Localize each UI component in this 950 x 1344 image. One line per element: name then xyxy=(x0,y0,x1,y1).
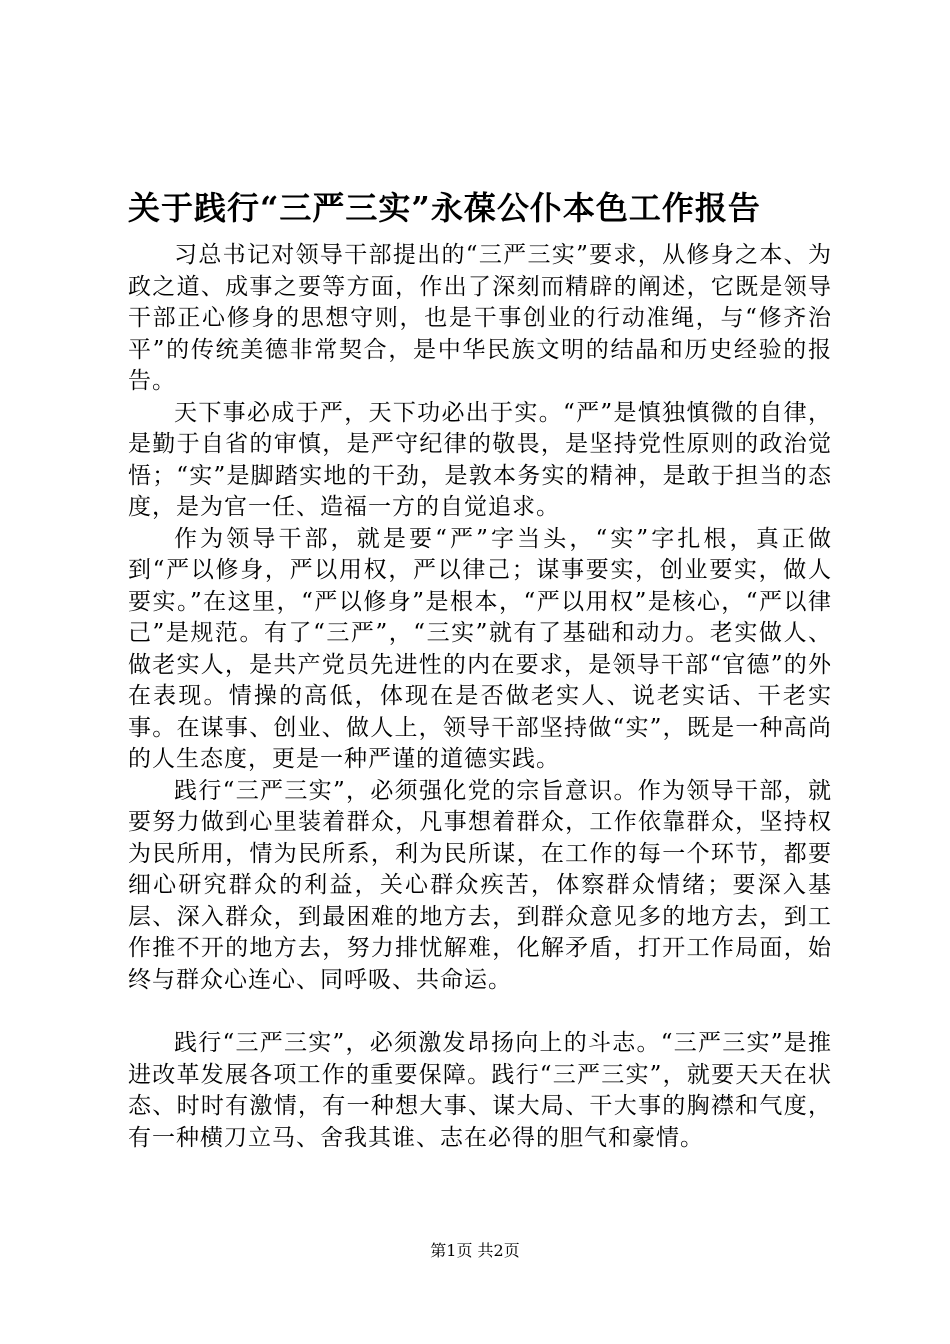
document-body xyxy=(128,240,832,1154)
paragraph-3: 作为领导干部，就是要“严”字当头，“实”字扎根，真正做到“严以修身，严以用权，严以律己；谋事要实，创业要实，做人要实。”在这里，“严以修身”是根本，“严以用权”是核心，“严以律己”是规范。有了“三严”，“三实”就有了基础和动力。老实做人、做老实人，是共产党员先进性的内在要求，是领导干部“官德”的外在表现。情操的高低，体现在是否做老实人、说老实话、干老实事。在谋事、创业、做人上，领导干部坚持做“实”，既是一种高尚的人生态度，更是一种严谨的道德实践。 xyxy=(128,525,832,772)
page-footer: 第1页 共2页 xyxy=(430,1241,520,1260)
paragraph-4: 践行“三严三实”，必须强化党的宗旨意识。作为领导干部，就要努力做到心里装着群众，凡事想着群众，工作依靠群众，坚持权为民所用，情为民所系，利为民所谋，在工作的每一个环节，都要细心研究群众的利益，关心群众疾苦，体察群众情绪；要深入基层、深入群众，到最困难的地方去，到群众意见多的地方去，到工作推不开的地方去，努力排忧解难，化解矛盾，打开工作局面，始终与群众心连心、同呼吸、共命运。 xyxy=(128,777,832,993)
document-title: 关于践行“三严三实”永葆公仆本色工作报告 xyxy=(128,189,761,227)
paragraph-5: 践行“三严三实”，必须激发昂扬向上的斗志。“三严三实”是推进改革发展各项工作的重要保障。践行“三严三实”，就要天天在状态、时时有激情，有一种想大事、谋大局、干大事的胸襟和气度，有一种横刀立马、舍我其谁、志在必得的胆气和豪情。 xyxy=(128,1030,832,1151)
paragraph-1: 习总书记对领导干部提出的“三严三实”要求，从修身之本、为政之道、成事之要等方面，作出了深刻而精辟的阐述，它既是领导干部正心修身的思想守则，也是干事创业的行动准绳，与“修齐治平”的传统美德非常契合，是中华民族文明的结晶和历史经验的报告。 xyxy=(128,242,832,394)
paragraph-2: 天下事必成于严，天下功必出于实。“严”是慎独慎微的自律，是勤于自省的审慎，是严守纪律的敬畏，是坚持党性原则的政治觉悟；“实”是脚踏实地的干劲，是敦本务实的精神，是敢于担当的态度，是为官一任、造福一方的自觉追求。 xyxy=(128,399,832,520)
